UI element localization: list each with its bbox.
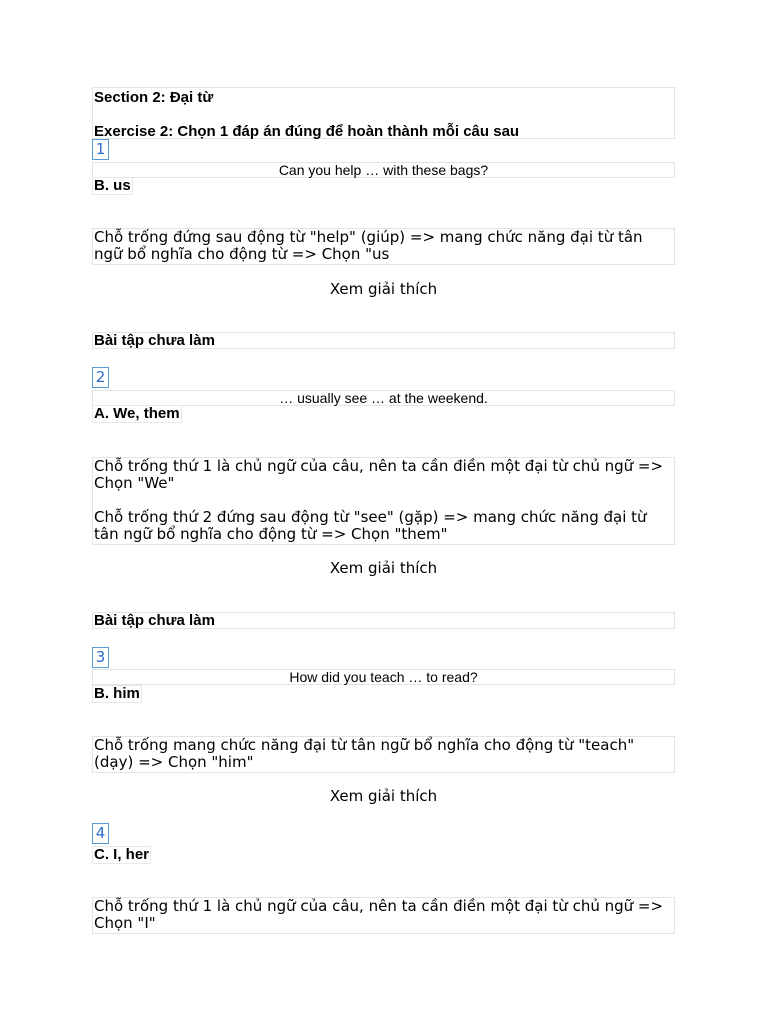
explanation-4 bbox=[92, 897, 675, 934]
show-explanation-button-2[interactable]: Xem giải thích bbox=[329, 559, 438, 577]
explanation-4-text: Chỗ trống thứ 1 là chủ ngữ của câu, nên ta cần điền một đại từ chủ ngữ => Chọn "I" bbox=[94, 897, 664, 932]
explanation-2-text-2: Chỗ trống thứ 2 đứng sau động từ "see" (gặp) => mang chức năng đại từ tân ngữ bổ nghĩa cho động từ => Chọn "them" bbox=[94, 508, 647, 543]
question-number-3[interactable]: 3 bbox=[92, 647, 109, 668]
show-explanation-button-3[interactable]: Xem giải thích bbox=[329, 787, 438, 805]
answer-3: B. him bbox=[94, 685, 140, 702]
answer-4: C. I, her bbox=[94, 846, 150, 863]
question-number-2[interactable]: 2 bbox=[92, 367, 109, 388]
answer-1: B. us bbox=[94, 177, 131, 194]
question-number-4[interactable]: 4 bbox=[92, 823, 109, 844]
explanation-2-text-1: Chỗ trống thứ 1 là chủ ngữ của câu, nên ta cần điền một đại từ chủ ngữ => Chọn "We" bbox=[94, 457, 664, 492]
question-number-1[interactable]: 1 bbox=[92, 139, 109, 160]
question-text-2: … usually see … at the weekend. bbox=[92, 390, 675, 406]
explanation-3-text: Chỗ trống mang chức năng đại từ tân ngữ bổ nghĩa cho động từ "teach" (dạy) => Chọn "him" bbox=[94, 736, 635, 771]
exercise-header bbox=[92, 87, 675, 139]
question-text-1: Can you help … with these bags? bbox=[92, 162, 675, 178]
explanation-3 bbox=[92, 736, 675, 773]
question-text-3: How did you teach … to read? bbox=[92, 669, 675, 685]
explanation-1-text: Chỗ trống đứng sau động từ "help" (giúp) => mang chức năng đại từ tân ngữ bổ nghĩa cho động từ => Chọn "us bbox=[94, 228, 643, 263]
explanation-1 bbox=[92, 228, 675, 265]
section-title: Section 2: Đại từ bbox=[94, 89, 214, 106]
exercise-title: Exercise 2: Chọn 1 đáp án đúng để hoàn thành mỗi câu sau bbox=[94, 123, 520, 140]
explanation-2 bbox=[92, 457, 675, 545]
show-explanation-button-1[interactable]: Xem giải thích bbox=[329, 280, 438, 298]
answer-2: A. We, them bbox=[94, 405, 180, 422]
status-2: Bài tập chưa làm bbox=[92, 612, 675, 629]
status-1: Bài tập chưa làm bbox=[92, 332, 675, 349]
